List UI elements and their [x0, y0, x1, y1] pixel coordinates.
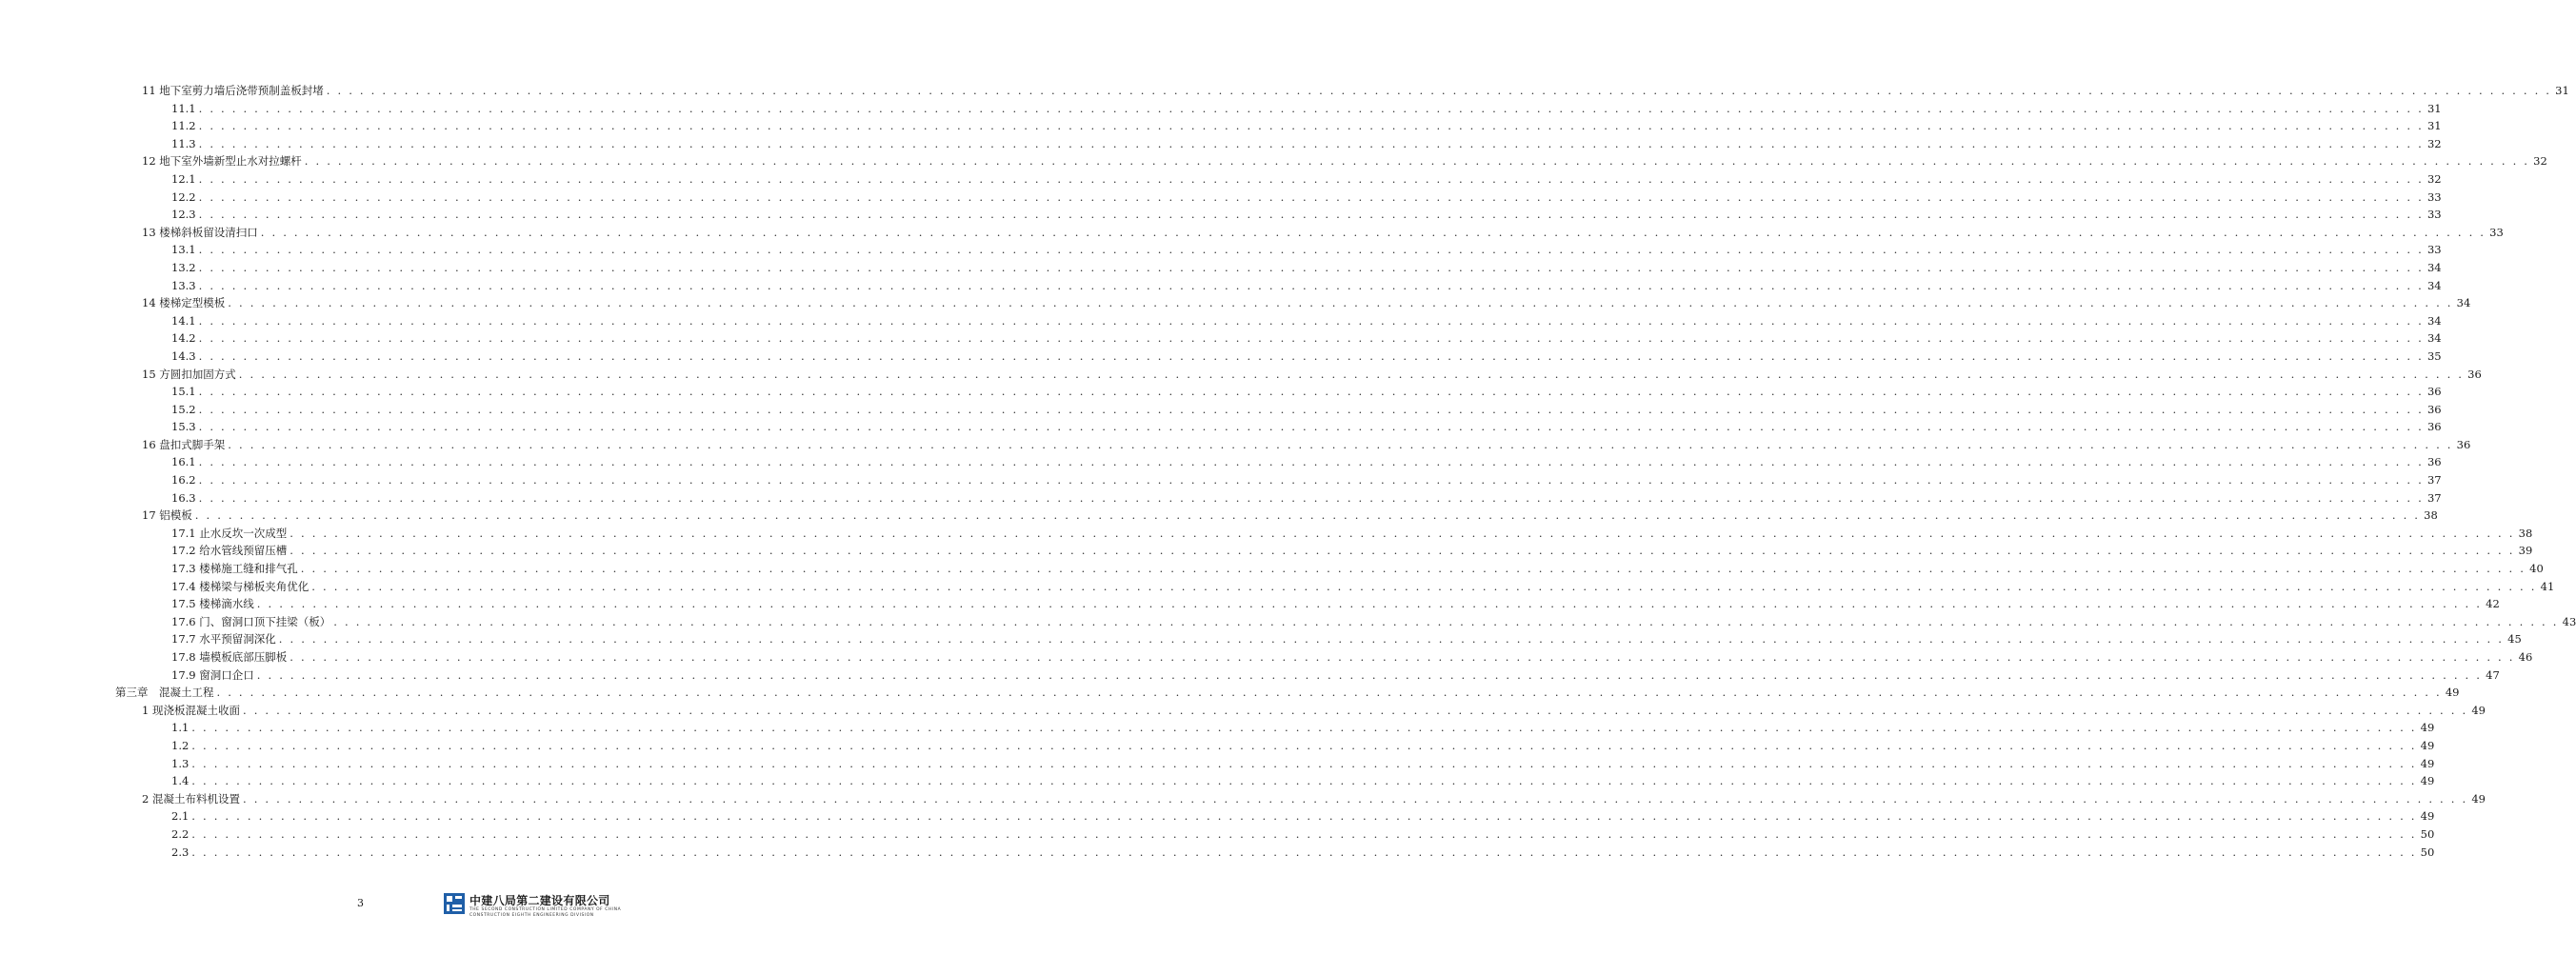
toc-entry: [0, 684, 2460, 702]
toc-entry-title: 1 现浇板混凝土收面: [142, 703, 240, 717]
toc-entry-title: 13.2: [171, 260, 196, 274]
toc-entry: [0, 418, 2442, 436]
toc-dot-leader: . . . . . . . . . . . . . . . . . . . . . . . . . . . . . . . . . . . . . . . . . . . . . . . . . . . . . . . . . . . . . . . . . . . . . . . . . . . . . . . . . . . . . . . . . . . . . . . . . . . . . . . . . . . . . . . . . . . . . . . . . . . . . . . . . . . . . . . . . . . . . . . . . . . . . . . . . . . . . . . . . . . . . . . . . . . . . . . . . . . . . . . . . . . . . . . . . . . . . . . .: [198, 490, 2424, 505]
toc-entry: [0, 170, 2442, 189]
toc-entry-title: 2.3: [171, 845, 190, 859]
toc-entry: [0, 737, 2435, 755]
toc-entry-page: 49: [2420, 809, 2435, 824]
toc-entry-title: 17.5 楼梯滴水线: [171, 597, 254, 611]
toc-entry-page: 32: [2426, 136, 2442, 150]
toc-entry-page: 43: [2562, 614, 2576, 628]
toc-entry: [0, 807, 2435, 826]
toc-entry: [0, 152, 2547, 170]
toc-entry: [0, 259, 2442, 277]
toc-entry: [0, 206, 2442, 224]
toc-entry: [0, 667, 2500, 685]
toc-dot-leader: . . . . . . . . . . . . . . . . . . . . . . . . . . . . . . . . . . . . . . . . . . . . . . . . . . . . . . . . . . . . . . . . . . . . . . . . . . . . . . . . . . . . . . . . . . . . . . . . . . . . . . . . . . . . . . . . . . . . . . . . . . . . . . . . . . . . . . . . . . . . . . . . . . . . . . . . . . . . . . . . . . . . . . . . . . . . . . . . . . . . . . . . . . . . . . . . . . . . . . . .: [260, 225, 2486, 239]
toc-dot-leader: . . . . . . . . . . . . . . . . . . . . . . . . . . . . . . . . . . . . . . . . . . . . . . . . . . . . . . . . . . . . . . . . . . . . . . . . . . . . . . . . . . . . . . . . . . . . . . . . . . . . . . . . . . . . . . . . . . . . . . . . . . . . . . . . . . . . . . . . . . . . . . . . . . . . . . . . . . . . . . . . . . . . . . . . . . . . . . . . . . . . . . . . . . . . . . . . . . . . . . . .: [191, 738, 2417, 752]
toc-entry-page: 34: [2426, 278, 2442, 292]
company-name-cn: 中建八局第二建设有限公司: [469, 894, 610, 907]
toc-entry: [0, 507, 2438, 525]
toc-entry-title: 12.1: [171, 171, 196, 186]
toc-dot-leader: . . . . . . . . . . . . . . . . . . . . . . . . . . . . . . . . . . . . . . . . . . . . . . . . . . . . . . . . . . . . . . . . . . . . . . . . . . . . . . . . . . . . . . . . . . . . . . . . . . . . . . . . . . . . . . . . . . . . . . . . . . . . . . . . . . . . . . . . . . . . . . . . . . . . . . . . . . . . . . . . . . . . . . . . . . . . . . . . . . . . . . . . . . . . . . . . . . . . . . . .: [191, 845, 2417, 859]
toc-entry-title: 2.1: [171, 809, 190, 824]
toc-entry-title: 16.2: [171, 473, 196, 488]
toc-entry-page: 31: [2426, 101, 2442, 115]
toc-entry: [0, 366, 2482, 384]
toc-entry-title: 16.3: [171, 490, 196, 505]
toc-entry-page: 35: [2426, 348, 2442, 363]
toc-entry: [0, 436, 2471, 454]
toc-entry-page: 49: [2471, 703, 2486, 717]
toc-entry-title: 14.3: [171, 348, 196, 363]
toc-entry-title: 13.1: [171, 243, 196, 257]
toc-entry-page: 41: [2540, 579, 2555, 593]
toc-entry-title: 11.3: [171, 136, 196, 150]
toc-dot-leader: . . . . . . . . . . . . . . . . . . . . . . . . . . . . . . . . . . . . . . . . . . . . . . . . . . . . . . . . . . . . . . . . . . . . . . . . . . . . . . . . . . . . . . . . . . . . . . . . . . . . . . . . . . . . . . . . . . . . . . . . . . . . . . . . . . . . . . . . . . . . . . . . . . . . . . . . . . . . . . . . . . . . . . . . . . . . . . . . . . . . . . . . . . . . . . . . . . . . . . . .: [198, 260, 2424, 274]
toc-entry: [0, 578, 2555, 596]
toc-entry: [0, 135, 2442, 153]
toc-entry-title: 12.2: [171, 189, 196, 204]
toc-entry: [0, 489, 2442, 507]
toc-entry-page: 49: [2471, 791, 2486, 806]
toc-entry-title: 13.3: [171, 278, 196, 292]
toc-entry-page: 34: [2426, 331, 2442, 346]
toc-entry-page: 50: [2420, 845, 2435, 859]
toc-entry-title: 16.1: [171, 455, 196, 469]
toc-entry-title: 2 混凝土布料机设置: [142, 791, 240, 806]
toc-entry-page: 46: [2518, 650, 2533, 664]
toc-dot-leader: . . . . . . . . . . . . . . . . . . . . . . . . . . . . . . . . . . . . . . . . . . . . . . . . . . . . . . . . . . . . . . . . . . . . . . . . . . . . . . . . . . . . . . . . . . . . . . . . . . . . . . . . . . . . . . . . . . . . . . . . . . . . . . . . . . . . . . . . . . . . . . . . . . . . . . . . . . . . . . . . . . . . . . . . . . . . . . . . . . . . . . . . . . . . . . . . . . . . . . . .: [191, 809, 2417, 824]
toc-entry-page: 49: [2445, 686, 2460, 700]
toc-dot-leader: . . . . . . . . . . . . . . . . . . . . . . . . . . . . . . . . . . . . . . . . . . . . . . . . . . . . . . . . . . . . . . . . . . . . . . . . . . . . . . . . . . . . . . . . . . . . . . . . . . . . . . . . . . . . . . . . . . . . . . . . . . . . . . . . . . . . . . . . . . . . . . . . . . . . . . . . . . . . . . . . . . . . . . . . . . . . . . . . . . . . . . . . . . . . . . . . . . . . . . . .: [304, 154, 2530, 169]
toc-entry-page: 39: [2518, 544, 2533, 558]
page-footer: [0, 889, 689, 927]
toc-entry-page: 47: [2486, 667, 2500, 682]
toc-entry-page: 42: [2486, 597, 2500, 611]
toc-entry-page: 45: [2507, 632, 2522, 647]
company-logo-icon: [444, 893, 465, 914]
toc-dot-leader: . . . . . . . . . . . . . . . . . . . . . . . . . . . . . . . . . . . . . . . . . . . . . . . . . . . . . . . . . . . . . . . . . . . . . . . . . . . . . . . . . . . . . . . . . . . . . . . . . . . . . . . . . . . . . . . . . . . . . . . . . . . . . . . . . . . . . . . . . . . . . . . . . . . . . . . . . . . . . . . . . . . . . . . . . . . . . . . . . . . . . . . . . . . . . . . . . . . . . . . .: [198, 420, 2424, 434]
toc-dot-leader: . . . . . . . . . . . . . . . . . . . . . . . . . . . . . . . . . . . . . . . . . . . . . . . . . . . . . . . . . . . . . . . . . . . . . . . . . . . . . . . . . . . . . . . . . . . . . . . . . . . . . . . . . . . . . . . . . . . . . . . . . . . . . . . . . . . . . . . . . . . . . . . . . . . . . . . . . . . . . . . . . . . . . . . . . . . . . . . . . . . . . . . . . . . . . . . . . . . . . . . .: [228, 296, 2453, 310]
toc-entry-page: 40: [2529, 562, 2544, 576]
toc-entry-title: 15.1: [171, 385, 196, 399]
toc-entry-page: 38: [2518, 526, 2533, 540]
toc-entry-title: 11 地下室剪力墙后浇带预制盖板封堵: [142, 84, 324, 97]
toc-entry-page: 36: [2426, 455, 2442, 469]
toc-entry-page: 37: [2426, 473, 2442, 488]
toc-entry-page: 36: [2467, 367, 2482, 381]
toc-entry-page: 49: [2420, 738, 2435, 752]
company-name-en-line1: THE SECOND CONSTRUCTION LIMITED COMPANY OF CHINA: [469, 907, 622, 912]
toc-dot-leader: . . . . . . . . . . . . . . . . . . . . . . . . . . . . . . . . . . . . . . . . . . . . . . . . . . . . . . . . . . . . . . . . . . . . . . . . . . . . . . . . . . . . . . . . . . . . . . . . . . . . . . . . . . . . . . . . . . . . . . . . . . . . . . . . . . . . . . . . . . . . . . . . . . . . . . . . . . . . . . . . . . . . . . . . . . . . . . . . . . . . . . . . . . . . . . . . . . . . . . . .: [256, 667, 2483, 682]
toc-entry: [0, 241, 2442, 259]
toc-entry-page: 36: [2456, 437, 2471, 451]
toc-dot-leader: . . . . . . . . . . . . . . . . . . . . . . . . . . . . . . . . . . . . . . . . . . . . . . . . . . . . . . . . . . . . . . . . . . . . . . . . . . . . . . . . . . . . . . . . . . . . . . . . . . . . . . . . . . . . . . . . . . . . . . . . . . . . . . . . . . . . . . . . . . . . . . . . . . . . . . . . . . . . . . . . . . . . . . . . . . . . . . . . . . . . . . . . . . . . . . . . . . . . . . . .: [290, 650, 2515, 664]
toc-dot-leader: . . . . . . . . . . . . . . . . . . . . . . . . . . . . . . . . . . . . . . . . . . . . . . . . . . . . . . . . . . . . . . . . . . . . . . . . . . . . . . . . . . . . . . . . . . . . . . . . . . . . . . . . . . . . . . . . . . . . . . . . . . . . . . . . . . . . . . . . . . . . . . . . . . . . . . . . . . . . . . . . . . . . . . . . . . . . . . . . . . . . . . . . . . . . . . . . . . . . . . . .: [228, 437, 2453, 451]
toc-entry-page: 33: [2426, 243, 2442, 257]
toc-entry-title: 17.7 水平预留洞深化: [171, 632, 276, 647]
toc-entry-page: 32: [2533, 154, 2547, 169]
toc-entry: [0, 294, 2471, 312]
toc-entry-title: 12.3: [171, 208, 196, 222]
toc-dot-leader: . . . . . . . . . . . . . . . . . . . . . . . . . . . . . . . . . . . . . . . . . . . . . . . . . . . . . . . . . . . . . . . . . . . . . . . . . . . . . . . . . . . . . . . . . . . . . . . . . . . . . . . . . . . . . . . . . . . . . . . . . . . . . . . . . . . . . . . . . . . . . . . . . . . . . . . . . . . . . . . . . . . . . . . . . . . . . . . . . . . . . . . . . . . . . . . . . . . . . . . .: [198, 402, 2424, 416]
toc-entry-page: 36: [2426, 420, 2442, 434]
toc-entry-page: 32: [2426, 171, 2442, 186]
toc-entry-page: 34: [2456, 296, 2471, 310]
toc-entry-title: 15.3: [171, 420, 196, 434]
toc-dot-leader: . . . . . . . . . . . . . . . . . . . . . . . . . . . . . . . . . . . . . . . . . . . . . . . . . . . . . . . . . . . . . . . . . . . . . . . . . . . . . . . . . . . . . . . . . . . . . . . . . . . . . . . . . . . . . . . . . . . . . . . . . . . . . . . . . . . . . . . . . . . . . . . . . . . . . . . . . . . . . . . . . . . . . . . . . . . . . . . . . . . . . . . . . . . . . . . . . . . . . . . .: [198, 473, 2424, 488]
company-name-en-line2: CONSTRUCTION EIGHTH ENGINEERING DIVISION: [469, 913, 594, 918]
table-of-contents: [0, 82, 2576, 861]
toc-dot-leader: . . . . . . . . . . . . . . . . . . . . . . . . . . . . . . . . . . . . . . . . . . . . . . . . . . . . . . . . . . . . . . . . . . . . . . . . . . . . . . . . . . . . . . . . . . . . . . . . . . . . . . . . . . . . . . . . . . . . . . . . . . . . . . . . . . . . . . . . . . . . . . . . . . . . . . . . . . . . . . . . . . . . . . . . . . . . . . . . . . . . . . . . . . . . . . . . . . . . . . . .: [198, 243, 2424, 257]
toc-dot-leader: . . . . . . . . . . . . . . . . . . . . . . . . . . . . . . . . . . . . . . . . . . . . . . . . . . . . . . . . . . . . . . . . . . . . . . . . . . . . . . . . . . . . . . . . . . . . . . . . . . . . . . . . . . . . . . . . . . . . . . . . . . . . . . . . . . . . . . . . . . . . . . . . . . . . . . . . . . . . . . . . . . . . . . . . . . . . . . . . . . . . . . . . . . . . . . . . . . . . . . . .: [191, 721, 2417, 735]
toc-entry-title: 16 盘扣式脚手架: [142, 437, 226, 451]
toc-entry: [0, 844, 2435, 862]
toc-dot-leader: . . . . . . . . . . . . . . . . . . . . . . . . . . . . . . . . . . . . . . . . . . . . . . . . . . . . . . . . . . . . . . . . . . . . . . . . . . . . . . . . . . . . . . . . . . . . . . . . . . . . . . . . . . . . . . . . . . . . . . . . . . . . . . . . . . . . . . . . . . . . . . . . . . . . . . . . . . . . . . . . . . . . . . . . . . . . . . . . . . . . . . . . . . . . . . . . . . . . . . . .: [278, 632, 2505, 647]
toc-entry: [0, 772, 2435, 790]
toc-entry-title: 17 铝模板: [142, 508, 192, 523]
toc-dot-leader: . . . . . . . . . . . . . . . . . . . . . . . . . . . . . . . . . . . . . . . . . . . . . . . . . . . . . . . . . . . . . . . . . . . . . . . . . . . . . . . . . . . . . . . . . . . . . . . . . . . . . . . . . . . . . . . . . . . . . . . . . . . . . . . . . . . . . . . . . . . . . . . . . . . . . . . . . . . . . . . . . . . . . . . . . . . . . . . . . . . . . . . . . . . . . . . . . . . . . . . .: [290, 526, 2515, 540]
toc-entry-title: 11.2: [171, 119, 196, 133]
toc-entry: [0, 312, 2442, 330]
toc-entry-title: 17.8 墙模板底部压脚板: [171, 650, 288, 664]
toc-entry: [0, 525, 2533, 543]
toc-dot-leader: . . . . . . . . . . . . . . . . . . . . . . . . . . . . . . . . . . . . . . . . . . . . . . . . . . . . . . . . . . . . . . . . . . . . . . . . . . . . . . . . . . . . . . . . . . . . . . . . . . . . . . . . . . . . . . . . . . . . . . . . . . . . . . . . . . . . . . . . . . . . . . . . . . . . . . . . . . . . . . . . . . . . . . . . . . . . . . . . . . . . . . . . . . . . . . . . . . . . . . . .: [198, 385, 2424, 399]
toc-entry-page: 33: [2489, 225, 2504, 239]
toc-entry-page: 33: [2426, 208, 2442, 222]
toc-entry-title: 1.2: [171, 738, 190, 752]
toc-dot-leader: . . . . . . . . . . . . . . . . . . . . . . . . . . . . . . . . . . . . . . . . . . . . . . . . . . . . . . . . . . . . . . . . . . . . . . . . . . . . . . . . . . . . . . . . . . . . . . . . . . . . . . . . . . . . . . . . . . . . . . . . . . . . . . . . . . . . . . . . . . . . . . . . . . . . . . . . . . . . . . . . . . . . . . . . . . . . . . . . . . . . . . . . . . . . . . . . . . . . . . . .: [311, 579, 2537, 593]
toc-entry-title: 14.1: [171, 313, 196, 328]
toc-entry: [0, 453, 2442, 471]
toc-entry: [0, 189, 2442, 207]
toc-entry: [0, 329, 2442, 348]
toc-dot-leader: . . . . . . . . . . . . . . . . . . . . . . . . . . . . . . . . . . . . . . . . . . . . . . . . . . . . . . . . . . . . . . . . . . . . . . . . . . . . . . . . . . . . . . . . . . . . . . . . . . . . . . . . . . . . . . . . . . . . . . . . . . . . . . . . . . . . . . . . . . . . . . . . . . . . . . . . . . . . . . . . . . . . . . . . . . . . . . . . . . . . . . . . . . . . . . . . . . . . . . . .: [300, 562, 2526, 576]
toc-entry-title: 1.3: [171, 756, 190, 770]
toc-dot-leader: . . . . . . . . . . . . . . . . . . . . . . . . . . . . . . . . . . . . . . . . . . . . . . . . . . . . . . . . . . . . . . . . . . . . . . . . . . . . . . . . . . . . . . . . . . . . . . . . . . . . . . . . . . . . . . . . . . . . . . . . . . . . . . . . . . . . . . . . . . . . . . . . . . . . . . . . . . . . . . . . . . . . . . . . . . . . . . . . . . . . . . . . . . . . . . . . . . . . . . . .: [198, 101, 2424, 115]
toc-entry-title: 17.4 楼梯梁与梯板夹角优化: [171, 579, 310, 593]
toc-entry-page: 36: [2426, 402, 2442, 416]
toc-entry-page: 49: [2420, 756, 2435, 770]
toc-dot-leader: . . . . . . . . . . . . . . . . . . . . . . . . . . . . . . . . . . . . . . . . . . . . . . . . . . . . . . . . . . . . . . . . . . . . . . . . . . . . . . . . . . . . . . . . . . . . . . . . . . . . . . . . . . . . . . . . . . . . . . . . . . . . . . . . . . . . . . . . . . . . . . . . . . . . . . . . . . . . . . . . . . . . . . . . . . . . . . . . . . . . . . . . . . . . . . . . . . . . . . . .: [198, 208, 2424, 222]
toc-dot-leader: . . . . . . . . . . . . . . . . . . . . . . . . . . . . . . . . . . . . . . . . . . . . . . . . . . . . . . . . . . . . . . . . . . . . . . . . . . . . . . . . . . . . . . . . . . . . . . . . . . . . . . . . . . . . . . . . . . . . . . . . . . . . . . . . . . . . . . . . . . . . . . . . . . . . . . . . . . . . . . . . . . . . . . . . . . . . . . . . . . . . . . . . . . . . . . . . . . . . . . . .: [194, 508, 2421, 523]
toc-entry-page: 50: [2420, 826, 2435, 841]
toc-entry: [0, 702, 2486, 720]
toc-entry: [0, 826, 2435, 844]
toc-entry: [0, 648, 2533, 667]
toc-entry: [0, 348, 2442, 366]
toc-dot-leader: . . . . . . . . . . . . . . . . . . . . . . . . . . . . . . . . . . . . . . . . . . . . . . . . . . . . . . . . . . . . . . . . . . . . . . . . . . . . . . . . . . . . . . . . . . . . . . . . . . . . . . . . . . . . . . . . . . . . . . . . . . . . . . . . . . . . . . . . . . . . . . . . . . . . . . . . . . . . . . . . . . . . . . . . . . . . . . . . . . . . . . . . . . . . . . . . . . . . . . . .: [198, 171, 2424, 186]
toc-entry: [0, 277, 2442, 295]
toc-entry: [0, 471, 2442, 489]
toc-entry: [0, 790, 2486, 808]
toc-entry-title: 14 楼梯定型模板: [142, 296, 226, 310]
toc-entry-page: 38: [2424, 508, 2438, 523]
toc-dot-leader: . . . . . . . . . . . . . . . . . . . . . . . . . . . . . . . . . . . . . . . . . . . . . . . . . . . . . . . . . . . . . . . . . . . . . . . . . . . . . . . . . . . . . . . . . . . . . . . . . . . . . . . . . . . . . . . . . . . . . . . . . . . . . . . . . . . . . . . . . . . . . . . . . . . . . . . . . . . . . . . . . . . . . . . . . . . . . . . . . . . . . . . . . . . . . . . . . . . . . . . .: [216, 686, 2442, 700]
toc-entry-title: 1.4: [171, 774, 190, 788]
toc-dot-leader: . . . . . . . . . . . . . . . . . . . . . . . . . . . . . . . . . . . . . . . . . . . . . . . . . . . . . . . . . . . . . . . . . . . . . . . . . . . . . . . . . . . . . . . . . . . . . . . . . . . . . . . . . . . . . . . . . . . . . . . . . . . . . . . . . . . . . . . . . . . . . . . . . . . . . . . . . . . . . . . . . . . . . . . . . . . . . . . . . . . . . . . . . . . . . . . . . . . . . . . .: [198, 189, 2424, 204]
toc-entry: [0, 383, 2442, 401]
toc-entry: [0, 401, 2442, 419]
toc-entry: [0, 542, 2533, 560]
toc-dot-leader: . . . . . . . . . . . . . . . . . . . . . . . . . . . . . . . . . . . . . . . . . . . . . . . . . . . . . . . . . . . . . . . . . . . . . . . . . . . . . . . . . . . . . . . . . . . . . . . . . . . . . . . . . . . . . . . . . . . . . . . . . . . . . . . . . . . . . . . . . . . . . . . . . . . . . . . . . . . . . . . . . . . . . . . . . . . . . . . . . . . . . . . . . . . . . . . . . . . . . . . .: [198, 455, 2424, 469]
toc-dot-leader: . . . . . . . . . . . . . . . . . . . . . . . . . . . . . . . . . . . . . . . . . . . . . . . . . . . . . . . . . . . . . . . . . . . . . . . . . . . . . . . . . . . . . . . . . . . . . . . . . . . . . . . . . . . . . . . . . . . . . . . . . . . . . . . . . . . . . . . . . . . . . . . . . . . . . . . . . . . . . . . . . . . . . . . . . . . . . . . . . . . . . . . . . . . . . . . . . . . . . . . .: [198, 331, 2424, 346]
toc-entry: [0, 719, 2435, 737]
toc-entry-page: 34: [2426, 313, 2442, 328]
toc-entry-page: 49: [2420, 721, 2435, 735]
toc-dot-leader: . . . . . . . . . . . . . . . . . . . . . . . . . . . . . . . . . . . . . . . . . . . . . . . . . . . . . . . . . . . . . . . . . . . . . . . . . . . . . . . . . . . . . . . . . . . . . . . . . . . . . . . . . . . . . . . . . . . . . . . . . . . . . . . . . . . . . . . . . . . . . . . . . . . . . . . . . . . . . . . . . . . . . . . . . . . . . . . . . . . . . . . . . . . . . . . . . . . . . . . .: [256, 597, 2483, 611]
toc-entry: [0, 595, 2500, 613]
toc-entry-title: 13 楼梯斜板留设清扫口: [142, 225, 258, 239]
toc-entry-title: 17.6 门、窗洞口顶下挂梁（板）: [171, 614, 331, 628]
toc-entry-page: 49: [2420, 774, 2435, 788]
toc-dot-leader: . . . . . . . . . . . . . . . . . . . . . . . . . . . . . . . . . . . . . . . . . . . . . . . . . . . . . . . . . . . . . . . . . . . . . . . . . . . . . . . . . . . . . . . . . . . . . . . . . . . . . . . . . . . . . . . . . . . . . . . . . . . . . . . . . . . . . . . . . . . . . . . . . . . . . . . . . . . . . . . . . . . . . . . . . . . . . . . . . . . . . . . . . . . . . . . . . . . . . . . .: [198, 119, 2424, 133]
toc-entry: [0, 630, 2522, 648]
toc-entry-page: 37: [2426, 490, 2442, 505]
toc-entry-title: 17.2 给水管线预留压槽: [171, 544, 288, 558]
toc-dot-leader: . . . . . . . . . . . . . . . . . . . . . . . . . . . . . . . . . . . . . . . . . . . . . . . . . . . . . . . . . . . . . . . . . . . . . . . . . . . . . . . . . . . . . . . . . . . . . . . . . . . . . . . . . . . . . . . . . . . . . . . . . . . . . . . . . . . . . . . . . . . . . . . . . . . . . . . . . . . . . . . . . . . . . . . . . . . . . . . . . . . . . . . . . . . . . . . . . . . . . . . .: [290, 544, 2515, 558]
toc-dot-leader: . . . . . . . . . . . . . . . . . . . . . . . . . . . . . . . . . . . . . . . . . . . . . . . . . . . . . . . . . . . . . . . . . . . . . . . . . . . . . . . . . . . . . . . . . . . . . . . . . . . . . . . . . . . . . . . . . . . . . . . . . . . . . . . . . . . . . . . . . . . . . . . . . . . . . . . . . . . . . . . . . . . . . . . . . . . . . . . . . . . . . . . . . . . . . . . . . . . . . . . .: [198, 313, 2424, 328]
toc-entry: [0, 613, 2576, 631]
toc-dot-leader: . . . . . . . . . . . . . . . . . . . . . . . . . . . . . . . . . . . . . . . . . . . . . . . . . . . . . . . . . . . . . . . . . . . . . . . . . . . . . . . . . . . . . . . . . . . . . . . . . . . . . . . . . . . . . . . . . . . . . . . . . . . . . . . . . . . . . . . . . . . . . . . . . . . . . . . . . . . . . . . . . . . . . . . . . . . . . . . . . . . . . . . . . . . . . . . . . . . . . . . .: [198, 136, 2424, 150]
toc-entry: [0, 100, 2442, 118]
toc-entry: [0, 224, 2504, 242]
page-number: 3: [357, 897, 364, 909]
toc-entry-page: 34: [2426, 260, 2442, 274]
toc-entry-page: 31: [2555, 84, 2569, 97]
toc-entry-title: 第三章 混凝土工程: [115, 686, 214, 700]
toc-dot-leader: . . . . . . . . . . . . . . . . . . . . . . . . . . . . . . . . . . . . . . . . . . . . . . . . . . . . . . . . . . . . . . . . . . . . . . . . . . . . . . . . . . . . . . . . . . . . . . . . . . . . . . . . . . . . . . . . . . . . . . . . . . . . . . . . . . . . . . . . . . . . . . . . . . . . . . . . . . . . . . . . . . . . . . . . . . . . . . . . . . . . . . . . . . . . . . . . . . . . . . . .: [333, 614, 2559, 628]
toc-entry-title: 11.1: [171, 101, 196, 115]
toc-entry-page: 31: [2426, 119, 2442, 133]
toc-dot-leader: . . . . . . . . . . . . . . . . . . . . . . . . . . . . . . . . . . . . . . . . . . . . . . . . . . . . . . . . . . . . . . . . . . . . . . . . . . . . . . . . . . . . . . . . . . . . . . . . . . . . . . . . . . . . . . . . . . . . . . . . . . . . . . . . . . . . . . . . . . . . . . . . . . . . . . . . . . . . . . . . . . . . . . . . . . . . . . . . . . . . . . . . . . . . . . . . . . . . . . . .: [191, 774, 2417, 788]
toc-entry: [0, 117, 2442, 135]
toc-dot-leader: . . . . . . . . . . . . . . . . . . . . . . . . . . . . . . . . . . . . . . . . . . . . . . . . . . . . . . . . . . . . . . . . . . . . . . . . . . . . . . . . . . . . . . . . . . . . . . . . . . . . . . . . . . . . . . . . . . . . . . . . . . . . . . . . . . . . . . . . . . . . . . . . . . . . . . . . . . . . . . . . . . . . . . . . . . . . . . . . . . . . . . . . . . . . . . . . . . . . . . . .: [326, 84, 2552, 97]
toc-dot-leader: . . . . . . . . . . . . . . . . . . . . . . . . . . . . . . . . . . . . . . . . . . . . . . . . . . . . . . . . . . . . . . . . . . . . . . . . . . . . . . . . . . . . . . . . . . . . . . . . . . . . . . . . . . . . . . . . . . . . . . . . . . . . . . . . . . . . . . . . . . . . . . . . . . . . . . . . . . . . . . . . . . . . . . . . . . . . . . . . . . . . . . . . . . . . . . . . . . . . . . . .: [191, 826, 2417, 841]
toc-dot-leader: . . . . . . . . . . . . . . . . . . . . . . . . . . . . . . . . . . . . . . . . . . . . . . . . . . . . . . . . . . . . . . . . . . . . . . . . . . . . . . . . . . . . . . . . . . . . . . . . . . . . . . . . . . . . . . . . . . . . . . . . . . . . . . . . . . . . . . . . . . . . . . . . . . . . . . . . . . . . . . . . . . . . . . . . . . . . . . . . . . . . . . . . . . . . . . . . . . . . . . . .: [191, 756, 2417, 770]
toc-entry-title: 1.1: [171, 721, 190, 735]
toc-entry-title: 15 方圆扣加固方式: [142, 367, 236, 381]
toc-entry-title: 15.2: [171, 402, 196, 416]
toc-entry-page: 33: [2426, 189, 2442, 204]
toc-entry-page: 36: [2426, 385, 2442, 399]
toc-dot-leader: . . . . . . . . . . . . . . . . . . . . . . . . . . . . . . . . . . . . . . . . . . . . . . . . . . . . . . . . . . . . . . . . . . . . . . . . . . . . . . . . . . . . . . . . . . . . . . . . . . . . . . . . . . . . . . . . . . . . . . . . . . . . . . . . . . . . . . . . . . . . . . . . . . . . . . . . . . . . . . . . . . . . . . . . . . . . . . . . . . . . . . . . . . . . . . . . . . . . . . . .: [198, 278, 2424, 292]
toc-entry: [0, 755, 2435, 773]
toc-entry-title: 14.2: [171, 331, 196, 346]
toc-dot-leader: . . . . . . . . . . . . . . . . . . . . . . . . . . . . . . . . . . . . . . . . . . . . . . . . . . . . . . . . . . . . . . . . . . . . . . . . . . . . . . . . . . . . . . . . . . . . . . . . . . . . . . . . . . . . . . . . . . . . . . . . . . . . . . . . . . . . . . . . . . . . . . . . . . . . . . . . . . . . . . . . . . . . . . . . . . . . . . . . . . . . . . . . . . . . . . . . . . . . . . . .: [242, 703, 2468, 717]
toc-dot-leader: . . . . . . . . . . . . . . . . . . . . . . . . . . . . . . . . . . . . . . . . . . . . . . . . . . . . . . . . . . . . . . . . . . . . . . . . . . . . . . . . . . . . . . . . . . . . . . . . . . . . . . . . . . . . . . . . . . . . . . . . . . . . . . . . . . . . . . . . . . . . . . . . . . . . . . . . . . . . . . . . . . . . . . . . . . . . . . . . . . . . . . . . . . . . . . . . . . . . . . . .: [198, 348, 2424, 363]
toc-entry-title: 12 地下室外墙新型止水对拉螺杆: [142, 154, 302, 169]
toc-entry-title: 17.3 楼梯施工缝和排气孔: [171, 562, 298, 576]
toc-entry: [0, 560, 2544, 578]
toc-dot-leader: . . . . . . . . . . . . . . . . . . . . . . . . . . . . . . . . . . . . . . . . . . . . . . . . . . . . . . . . . . . . . . . . . . . . . . . . . . . . . . . . . . . . . . . . . . . . . . . . . . . . . . . . . . . . . . . . . . . . . . . . . . . . . . . . . . . . . . . . . . . . . . . . . . . . . . . . . . . . . . . . . . . . . . . . . . . . . . . . . . . . . . . . . . . . . . . . . . . . . . . .: [238, 367, 2465, 381]
toc-entry-title: 17.1 止水反坎一次成型: [171, 526, 288, 540]
toc-entry-title: 17.9 窗洞口企口: [171, 667, 254, 682]
toc-entry-title: 2.2: [171, 826, 190, 841]
toc-entry: [0, 82, 2569, 100]
toc-dot-leader: . . . . . . . . . . . . . . . . . . . . . . . . . . . . . . . . . . . . . . . . . . . . . . . . . . . . . . . . . . . . . . . . . . . . . . . . . . . . . . . . . . . . . . . . . . . . . . . . . . . . . . . . . . . . . . . . . . . . . . . . . . . . . . . . . . . . . . . . . . . . . . . . . . . . . . . . . . . . . . . . . . . . . . . . . . . . . . . . . . . . . . . . . . . . . . . . . . . . . . . .: [242, 791, 2468, 806]
